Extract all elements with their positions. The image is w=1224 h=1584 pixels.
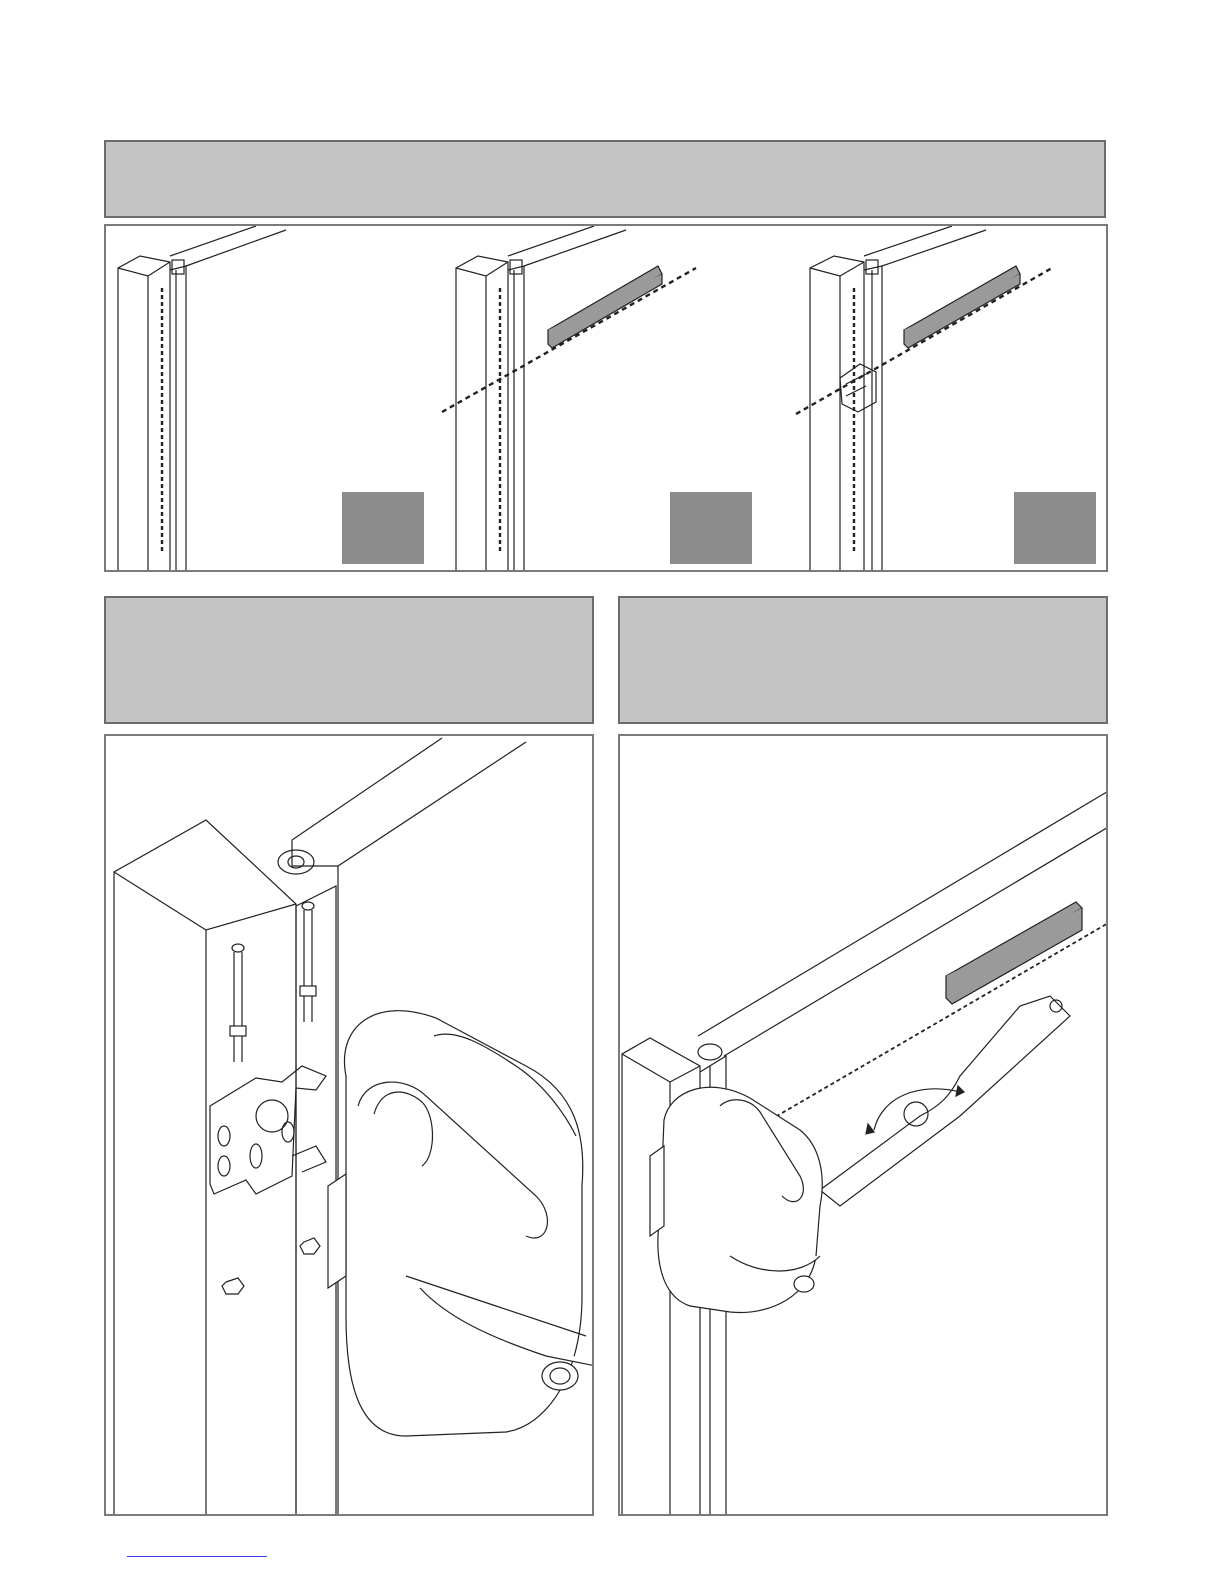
bottom-left-illustration-frame xyxy=(104,734,594,1516)
right-banner xyxy=(618,596,1108,724)
swing-arm-icon xyxy=(620,736,1108,1516)
footer-link[interactable] xyxy=(127,1556,267,1557)
left-banner xyxy=(104,596,594,724)
top-banner xyxy=(104,140,1106,218)
mounting-bracket-icon xyxy=(106,736,594,1516)
operator-motor-icon xyxy=(328,1011,594,1436)
rotation-arrow-icon xyxy=(874,1089,960,1130)
stop-bracket-icon xyxy=(548,266,1020,348)
top-illustration-frame xyxy=(104,224,1108,572)
step-tag-3 xyxy=(1014,492,1096,564)
step-tag-1 xyxy=(342,492,424,564)
bottom-right-illustration-frame xyxy=(618,734,1108,1516)
gate-post-outline-icon xyxy=(106,226,1108,572)
step-tag-2 xyxy=(670,492,752,564)
